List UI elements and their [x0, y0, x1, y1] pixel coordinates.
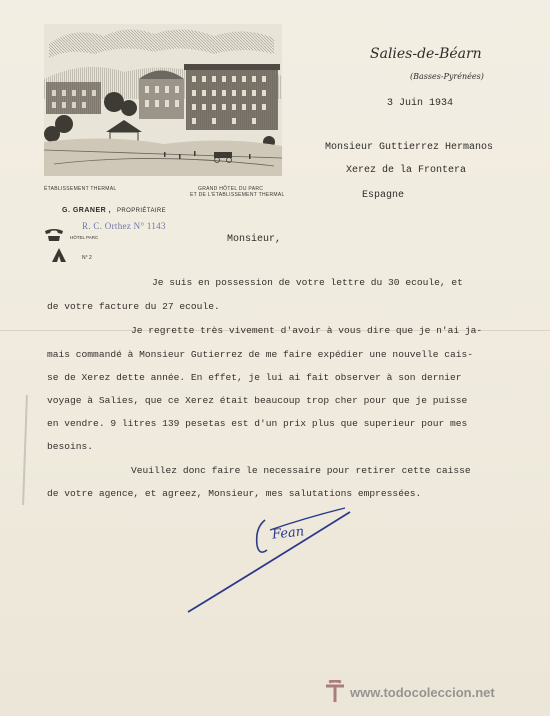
proprietor-title: PROPRIÉTAIRE: [117, 208, 167, 214]
body-line: voyage à Salies, que ce Xerez était beaucoup trop cher pour que je puisse: [47, 395, 468, 406]
body-line: en vendre. 9 litres 139 pesetas est d'un prix plus que superieur pour mes: [47, 418, 468, 429]
caption-grand-hotel: GRAND HÔTEL DU PARC: [198, 186, 264, 192]
body-line: se de Xerez dette année. En effet, je lui ai fait observer à son dernier: [47, 372, 462, 383]
number-mark: N° 2: [82, 255, 92, 261]
proprietor-name: G. GRANER ,: [62, 207, 112, 214]
letter-date: 3 Juin 1934: [387, 98, 454, 109]
body-line: mais commandé à Monsieur Gutierrez de me faire expédier une nouvelle cais-: [47, 349, 474, 360]
body-line: Veuillez donc faire le necessaire pour retirer cette caisse: [131, 465, 471, 476]
body-line: besoins.: [47, 441, 94, 452]
signature-flourish: [185, 500, 360, 615]
body-line: Je regrette très vivement d'avoir à vous dire que je n'ai ja-: [131, 325, 483, 336]
watermark-text: www.todocoleccion.net: [350, 685, 495, 700]
recipient-country: Espagne: [362, 190, 405, 201]
salutation: Monsieur,: [227, 234, 282, 245]
body-line: Je suis en possession de votre lettre du 30 ecoule, et: [152, 277, 463, 288]
letterhead-engraving: [44, 24, 282, 176]
signature: Fean: [271, 524, 305, 543]
telegram-arrow-icon: [52, 248, 66, 262]
body-line: de votre agence, et agreez, Monsieur, mes salutations empressées.: [47, 488, 422, 499]
hotel-parc-label: HÔTEL PARC: [70, 235, 99, 240]
watermark-logo-icon: [324, 680, 346, 704]
place-heading: Salies-de-Béarn: [370, 46, 482, 62]
region-subheading: (Basses-Pyrénées): [410, 72, 484, 81]
recipient-name: Monsieur Guttierrez Hermanos: [325, 142, 494, 153]
recipient-city: Xerez de la Frontera: [346, 165, 467, 176]
caption-etablissement-line2: ET DE L'ÉTABLISSEMENT THERMAL: [190, 192, 285, 198]
proprietor-line: [62, 207, 166, 214]
body-line: de votre facture du 27 ecoule.: [47, 301, 220, 312]
caption-etablissement-thermal: ÉTABLISSEMENT THERMAL: [44, 186, 117, 192]
registry-stamp: R. C. Orthez N° 1143: [82, 221, 166, 231]
telephone-icon: [44, 228, 64, 242]
